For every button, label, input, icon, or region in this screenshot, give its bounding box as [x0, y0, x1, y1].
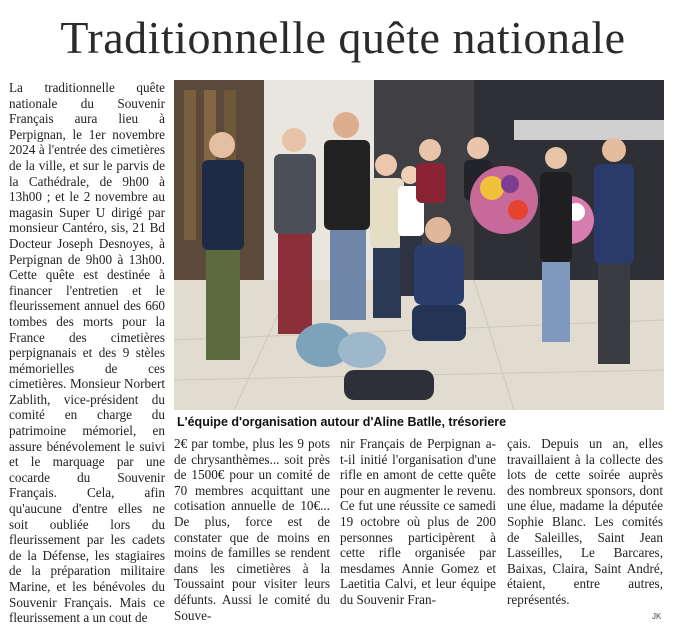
author-credit: JK [652, 612, 662, 621]
article-headline: Traditionnelle quête nationale [60, 12, 626, 63]
group-photo-illustration [174, 80, 664, 410]
article-paragraph: çais. Depuis un an, elles travaillaient à la collecte des lots de cette soirée auprès des nombreux sponsors, dont une élue, madame la députée Sophie Blanc. Les comités de Saleilles, Saint Jean Lasseilles, Le Barcares, Baixas, Claira, Saint André, étaient, entre autres, représentés. [507, 436, 663, 607]
photo-caption: L'équipe d'organisation autour d'Aline Batlle, trésoriere [177, 415, 507, 429]
article-photo [174, 80, 664, 410]
article-column-2 [174, 436, 330, 623]
article-paragraph: nir Français de Perpignan a-t-il initié l'organisation d'une rifle en amont de cette quête pour en augmenter le revenu. Ce fut une réussite ce samedi 19 octobre où plus de 200 personnes participèrent à cette rifle organisée par mesdames Annie Gomez et Laetitia Calvi, et leur équipe du Souvenir Fran- [340, 436, 496, 607]
article-column-1 [9, 80, 165, 626]
article-column-4 [507, 436, 663, 608]
article-column-3 [340, 436, 496, 608]
article-paragraph: 2€ par tombe, plus les 9 pots de chrysanthèmes... soit près de 1500€ pour un comité de 70 membres acquittant une cotisation annuelle de 10€... De plus, force est de constater que de moins en moins de familles se rendent dans les cimetières à la Toussaint pour visiter leurs défunts. Aussi le comité du Souve- [174, 436, 330, 623]
article-paragraph: La traditionnelle quête nationale du Souvenir Français aura lieu à Perpignan, le 1er novembre 2024 à l'entrée des cimetières de la ville, et sur le parvis de la Cathédrale, de 9h00 à 13h00 ; et le 2 novembre au magasin Super U dirigé par monsieur Cantéro, sis, 21 Bd Docteur Joseph Desnoyes, à Perpignan de 9h00 à 13h00. Cette quête est destinée à financer l'entretien et le fleurissement annuel des 660 tombes des morts pour la France des cimetières perpignanais et des 9 stèles mémorielles de ces cimetières. Monsieur Norbert Zablith, vice-président du comité en charge du patrimoine mémoriel, en assure bénévolement le suivi et le marquage par une cocarde du Souvenir Français. Cela, afin qu'aucune d'entre elles ne soit oubliée lors du fleurissement par les cadets de la Défense, les stagiaires de la préparation militaire Marine, et les bénévoles du Souvenir Français. Mais ce fleurissement a un cout de [9, 80, 165, 626]
